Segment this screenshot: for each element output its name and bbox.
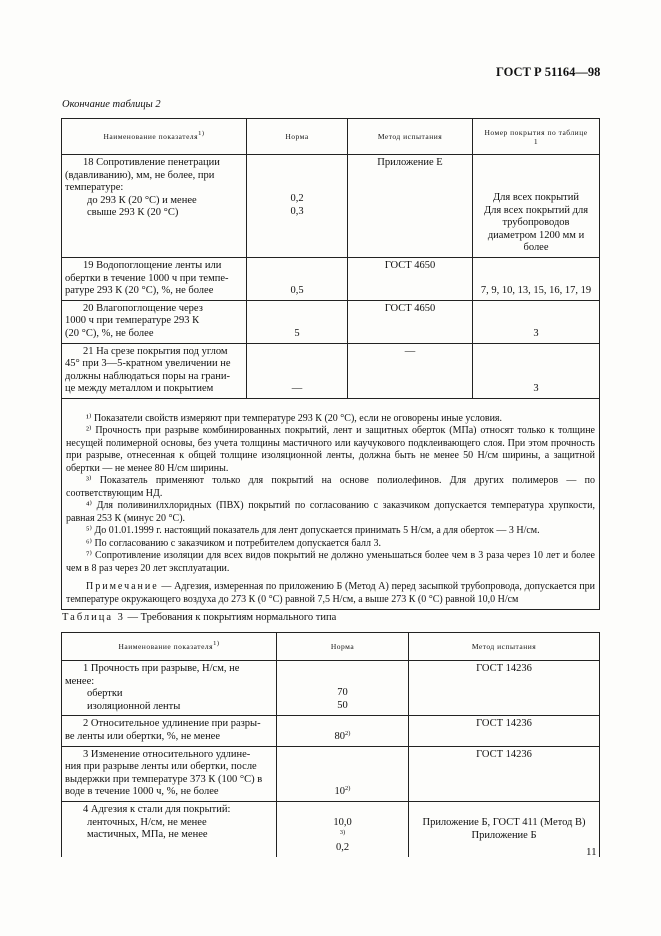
t3-row1-method: ГОСТ 14236 — [409, 661, 600, 716]
table2-caption: Окончание таблицы 2 — [62, 99, 161, 110]
t3-row3-norm: 10$^{2)}$ — [277, 746, 409, 801]
footnote: ⁴⁾ Для поливинилхлоридных (ПВХ) покрытий по согласованию с заказчиком допускается температура хрупкости, равная 253 К (минус 20 °С). — [66, 500, 595, 524]
footnote: ⁷⁾ Сопротивление изоляции для всех видов покрытий не должно уменьшаться более чем в 3 раза через 10 лет и более чем в 8 раз через 20 лет эксплуатации. — [66, 550, 595, 574]
table2-footnotes — [62, 398, 600, 610]
table2-col-cover: Номер покрытия по таблице 1 — [473, 119, 600, 155]
table-row — [62, 746, 600, 801]
footnote: ⁶⁾ По согласованию с заказчиком и потребителем допускается балл 3. — [86, 537, 381, 549]
table2-col-method: Метод испытания — [348, 119, 473, 155]
row19-method: ГОСТ 4650 — [348, 257, 473, 300]
t3-row1-name: 1 Прочность при разрыве, Н/см, не менее: обертки изоляционной ленты — [62, 661, 277, 716]
row21-name: 21 На срезе покрытия под углом 45° при 3—5-кратном увеличении не должны наблюдаться поры на грани- це между металлом и покрытием — [62, 343, 247, 398]
row21-method: — — [348, 343, 473, 398]
row20-method: ГОСТ 4650 — [348, 300, 473, 343]
table2-col-norm: Норма — [247, 119, 348, 155]
row18-cover: Для всех покрытий Для всех покрытий для трубопроводов диаметром 1200 мм и более — [473, 155, 600, 258]
row21-norm: — — [247, 343, 348, 398]
table3-col-name: Наименование показателя$^{1)}$ — [62, 633, 277, 661]
t3-row3-method: ГОСТ 14236 — [409, 746, 600, 801]
table-row — [62, 661, 600, 716]
t3-row2-norm: 80$^{2)}$ — [277, 716, 409, 746]
row19-name: 19 Водопоглощение ленты или обертки в течение 1000 ч при темпе- ратуре 293 К (20 °С), %, не более — [62, 257, 247, 300]
table-row — [62, 343, 600, 398]
t3-row4-norm: 10,0 $^{3)}$ 0,2 — [277, 801, 409, 856]
table2 — [61, 118, 600, 610]
table-row — [62, 257, 600, 300]
table-row — [62, 155, 600, 258]
row20-cover: 3 — [473, 300, 600, 343]
table2-note: Примечание — Адгезия, измеренная по приложению Б (Метод А) перед засыпкой трубопровода, допускается при температуре окружающего воздуха до 273 К (0 °С) равной 7,5 Н/см, а выше 273 К (0 °С) равной 10,0 Н/см — [66, 581, 595, 605]
t3-row4-name: 4 Адгезия к стали для покрытий: ленточных, Н/см, не менее мастичных, МПа, не менее — [62, 801, 277, 856]
row19-cover: 7, 9, 10, 13, 15, 16, 17, 19 — [473, 257, 600, 300]
footnote: ¹⁾ Показатели свойств измеряют при температуре 293 К (20 °С), если не оговорены иные условия. — [86, 412, 503, 424]
row20-norm: 5 — [247, 300, 348, 343]
table-row — [62, 300, 600, 343]
table-row — [62, 716, 600, 746]
footnote: ⁵⁾ До 01.01.1999 г. настоящий показатель для лент допускается принимать 5 Н/см, а для оберток — 3 Н/см. — [86, 525, 540, 537]
row19-norm: 0,5 — [247, 257, 348, 300]
page-number: 11 — [586, 846, 597, 858]
t3-row2-name: 2 Относительное удлинение при разры- ве ленты или обертки, %, не менее — [62, 716, 277, 746]
footnote: ³⁾ Показатель применяют только для покрытий на основе полиолефинов. Для других полимеров — по соответствующим НД. — [66, 475, 595, 499]
row18-name: 18 Сопротивление пенетрации (вдавливанию), мм, не более, при температуре: до 293 К (20 °С) и менее свыше 293 К (20 °С) — [62, 155, 247, 258]
t3-row3-name: 3 Изменение относительного удлине- ния при разрыве ленты или обертки, после выдержки при температуре 373 К (100 °С) в воде в течение 1000 ч, %, не более — [62, 746, 277, 801]
row21-cover: 3 — [473, 343, 600, 398]
document-id: ГОСТ Р 51164—98 — [496, 65, 601, 79]
table-row — [62, 801, 600, 856]
footnote: ²⁾ Прочность при разрыве комбинированных покрытий, лент и защитных оберток (МПа) относят только к толщине несущей полимерной основы, без учета толщины мастичного или каучукового подклеивающего слоя. При этом прочность при разрыве, отнесенная к общей толщине изоляционной ленты, должна быть не менее 50 Н/см ширины, а защитной обертки — не менее 80 Н/см ширины. — [66, 425, 595, 474]
t3-row1-norm: 70 50 — [277, 661, 409, 716]
t3-row4-method: Приложение Б, ГОСТ 411 (Метод В) Приложение Б — [409, 801, 600, 856]
table2-col-name: Наименование показателя$^{1)}$ — [62, 119, 247, 155]
table3-caption: Таблица 3 — Требования к покрытиям нормального типа — [62, 612, 337, 623]
row18-norm: 0,2 0,3 — [247, 155, 348, 258]
table3 — [61, 632, 600, 857]
row20-name: 20 Влагопоглощение через 1000 ч при температуре 293 К (20 °С), %, не более — [62, 300, 247, 343]
t3-row2-method: ГОСТ 14236 — [409, 716, 600, 746]
table3-col-norm: Норма — [277, 633, 409, 661]
table3-col-method: Метод испытания — [409, 633, 600, 661]
row18-method: Приложение Е — [348, 155, 473, 258]
